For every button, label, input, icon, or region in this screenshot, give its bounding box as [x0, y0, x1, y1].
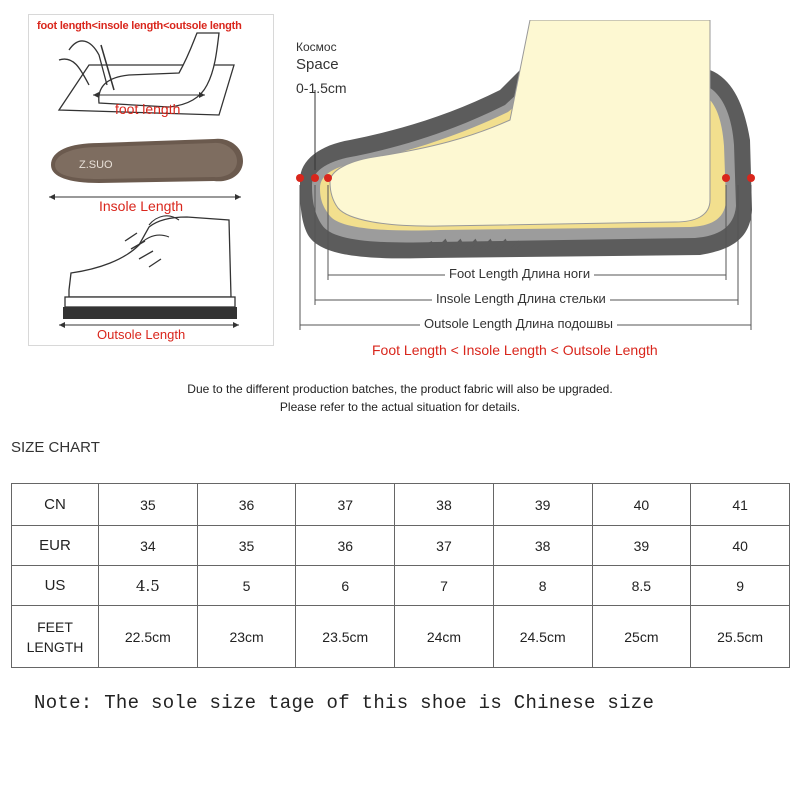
table-cell: 39 [493, 484, 592, 526]
table-cell: 7 [395, 566, 494, 606]
table-cell: 38 [395, 484, 494, 526]
row-label-us: US [12, 566, 99, 606]
table-cell: 8.5 [592, 566, 691, 606]
table-cell: 37 [296, 484, 395, 526]
insole-illustration [49, 139, 243, 200]
table-cell: 25cm [592, 606, 691, 668]
table-cell: 6 [296, 566, 395, 606]
notice-line-1: Due to the different production batches, the product fabric will also be upgraded. [187, 382, 613, 396]
table-cell: 35 [197, 526, 296, 566]
row-label-eur: EUR [12, 526, 99, 566]
length-relation-caption: foot length<insole length<outsole length [37, 20, 242, 32]
shoe-cross-section-diagram [290, 20, 790, 365]
table-cell: 34 [99, 526, 198, 566]
table-cell: 38 [493, 526, 592, 566]
table-cell: 23.5cm [296, 606, 395, 668]
insole-length-label: Insole Length [99, 198, 184, 214]
row-label-feet-length: FEET LENGTH [12, 606, 99, 668]
table-cell: 41 [691, 484, 790, 526]
measurement-illustrations [29, 15, 273, 345]
table-row [12, 484, 790, 526]
table-cell: 25.5cm [691, 606, 790, 668]
table-cell: 36 [296, 526, 395, 566]
table-row [12, 566, 790, 606]
table-row [12, 526, 790, 566]
outsole-length-label: Outsole Length [97, 327, 186, 342]
table-cell: 9 [691, 566, 790, 606]
table-cell: 23cm [197, 606, 296, 668]
table-cell: 39 [592, 526, 691, 566]
boot-illustration [59, 216, 239, 328]
measurement-panel [28, 14, 274, 346]
table-cell: 8 [493, 566, 592, 606]
table-cell: 35 [99, 484, 198, 526]
notice-line-2: Please refer to the actual situation for details. [279, 400, 521, 414]
table-cell: 24cm [395, 606, 494, 668]
size-note: Note: The sole size tage of this shoe is Chinese size [34, 692, 655, 714]
row-label-cn: CN [12, 484, 99, 526]
length-relation: Foot Length < Insole Length < Outsole Length [372, 342, 658, 358]
space-label-ru: Космос [296, 40, 337, 54]
table-cell: 40 [592, 484, 691, 526]
foot-length-row: Foot Length Длина ноги [445, 266, 594, 281]
table-cell: 37 [395, 526, 494, 566]
table-cell: 24.5cm [493, 606, 592, 668]
outsole-length-row: Outsole Length Длина подошвы [420, 316, 617, 331]
size-chart-title: SIZE CHART [11, 439, 100, 456]
table-cell: 36 [197, 484, 296, 526]
shoe-cross-section [290, 20, 790, 365]
table-cell: 22.5cm [99, 606, 198, 668]
space-label-en: Space [296, 56, 339, 73]
size-chart-table [11, 483, 790, 668]
insole-brand: Z.SUO [79, 159, 113, 171]
foot-length-label: foot length [115, 101, 181, 117]
table-cell: 4.5 [99, 566, 198, 606]
table-row [12, 606, 790, 668]
table-cell: 5 [197, 566, 296, 606]
insole-length-row: Insole Length Длина стельки [432, 291, 610, 306]
table-cell: 40 [691, 526, 790, 566]
space-range: 0-1.5cm [296, 80, 347, 96]
